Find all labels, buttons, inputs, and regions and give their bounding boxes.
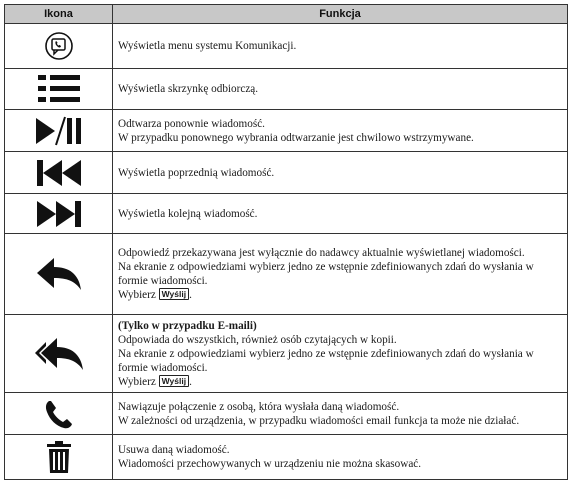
icon-cell — [5, 393, 113, 435]
select-instruction: Wybierz Wyślij . — [118, 289, 192, 301]
icon-cell — [5, 110, 113, 152]
function-cell — [113, 194, 568, 234]
reply-icon — [37, 257, 81, 291]
description-line: Wiadomości przechowywanych w urządzeniu nie można skasować. — [118, 458, 422, 470]
play-pause-icon — [35, 116, 83, 146]
next-track-icon — [37, 200, 81, 228]
function-cell — [113, 393, 568, 435]
table-row — [5, 435, 568, 480]
description-line: Odpowiedź przekazywana jest wyłącznie do nadawcy aktualnie wyświetlanej wiadomości. — [118, 247, 525, 259]
description-line: Wyświetla kolejną wiadomość. — [118, 207, 258, 220]
function-cell — [113, 435, 568, 480]
description-line: Usuwa daną wiadomość. — [118, 444, 230, 456]
function-cell — [113, 110, 568, 152]
phone-icon — [44, 399, 74, 429]
icon-cell — [5, 152, 113, 194]
trash-icon — [47, 441, 71, 473]
description-line: Odtwarza ponownie wiadomość. — [118, 117, 265, 130]
icon-cell — [5, 24, 113, 69]
table-row — [5, 393, 568, 435]
inbox-list-icon — [38, 74, 80, 104]
description-line: Na ekranie z odpowiedziami wybierz jedno ze wstępnie zdefiniowanych zdań do wysłania w formie wiadomości. — [118, 261, 534, 287]
function-cell — [113, 234, 568, 315]
description-line: Wyświetla menu systemu Komunikacji. — [118, 40, 297, 52]
table-row — [5, 194, 568, 234]
description-line: Odpowiada do wszystkich, również osób czytających w kopii. — [118, 333, 397, 346]
function-cell — [113, 24, 568, 69]
function-cell — [113, 315, 568, 393]
icon-cell — [5, 315, 113, 393]
description-line: W zależności od urządzenia, w przypadku wiadomości email funkcja ta może nie działać. — [118, 414, 520, 427]
table-row — [5, 234, 568, 315]
table-header-row — [5, 5, 568, 24]
icon-cell — [5, 194, 113, 234]
function-cell — [113, 152, 568, 194]
send-button-label: Wyślij — [159, 288, 189, 300]
description-line: W przypadku ponownego wybrania odtwarzanie jest chwilowo wstrzymywane. — [118, 131, 474, 144]
table-row — [5, 152, 568, 194]
reply-all-icon — [35, 337, 83, 371]
description-line: Na ekranie z odpowiedziami wybierz jedno ze wstępnie zdefiniowanych zdań do wysłania w formie wiadomości. — [118, 347, 534, 374]
send-button-label: Wyślij — [159, 375, 189, 387]
icon-cell — [5, 435, 113, 480]
communication-menu-icon — [44, 31, 74, 61]
icon-cell — [5, 234, 113, 315]
table-row — [5, 315, 568, 393]
icon-cell — [5, 69, 113, 110]
description-line: Wyświetla poprzednią wiadomość. — [118, 166, 275, 179]
function-column-header: Funkcja — [113, 5, 568, 24]
icon-function-table — [4, 4, 568, 480]
table-row — [5, 24, 568, 69]
select-instruction: Wybierz Wyślij . — [118, 375, 192, 388]
previous-track-icon — [37, 159, 81, 187]
table-row — [5, 69, 568, 110]
email-only-title: (Tylko w przypadku E-maili) — [118, 319, 257, 332]
table-row — [5, 110, 568, 152]
function-cell — [113, 69, 568, 110]
description-line: Wyświetla skrzynkę odbiorczą. — [118, 83, 259, 95]
icon-column-header: Ikona — [5, 5, 113, 24]
description-line: Nawiązuje połączenie z osobą, która wysłała daną wiadomość. — [118, 400, 400, 413]
